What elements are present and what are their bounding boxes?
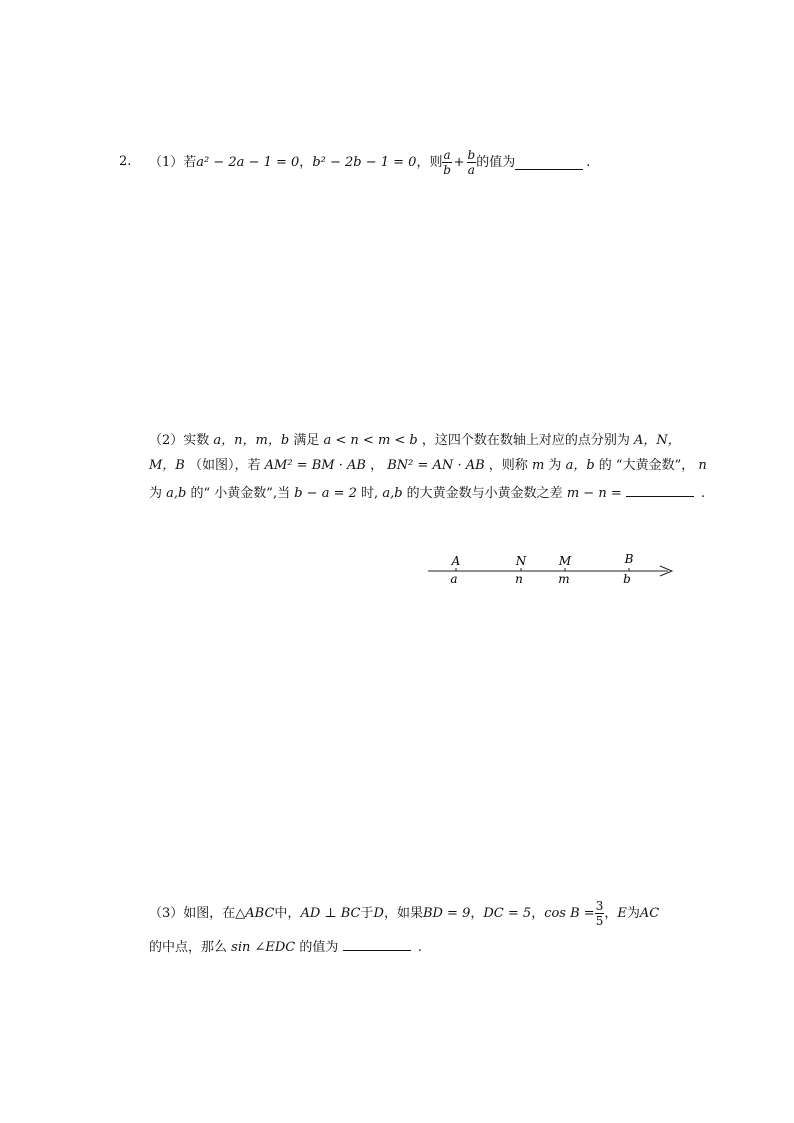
part3-frac-numerator: 3 — [595, 898, 604, 913]
part3-line1-AC: AC — [639, 905, 660, 921]
part2-line3-d: 的大黄金数与小黄金数之差 — [406, 486, 563, 501]
part2-line2-d: 的 “大黄金数”， — [598, 458, 695, 473]
part2-line1-points: A，N， — [634, 433, 681, 448]
part3-line1-sep2: ， — [531, 905, 545, 921]
part2-line3-a: 为 — [149, 486, 163, 501]
label-a: a — [450, 572, 458, 586]
part1-fraction-a-over-b — [442, 149, 451, 176]
part2-line1-b: 满足 — [293, 433, 320, 448]
part3-line1-e: ， — [604, 905, 618, 921]
part2-line1-c: ，这四个数在数轴上对应的点分别为 — [421, 433, 630, 448]
part2-line2-sep: ， — [370, 458, 384, 473]
part2-line3-ab: a,b — [166, 486, 187, 501]
part3-line1-c: 于 — [360, 905, 374, 921]
part2-line1 — [149, 434, 681, 447]
part3-line1-D: D — [373, 905, 384, 921]
part3-line1-bd: BD = 9 — [422, 905, 471, 921]
part2-line2-points: M，B — [149, 458, 185, 473]
part2-line2-eq1: AM² = BM · AB — [264, 458, 366, 473]
part2-line1-vars: a，n，m，b — [213, 433, 290, 448]
label-M: M — [558, 554, 572, 568]
part2-line2-b: ，则称 — [488, 458, 528, 473]
part1-frac2-numerator: b — [467, 147, 476, 162]
part1-line — [149, 145, 590, 179]
part1-sep2: ，则 — [416, 154, 443, 170]
part2-line2-eq2: BN² = AN · AB — [387, 458, 485, 473]
part2-end: . — [701, 486, 706, 501]
part2-line1-a: （2）实数 — [149, 433, 210, 448]
part3-line1-dc: DC = 5 — [483, 905, 532, 921]
part3-line1-triangle: △ABC — [235, 905, 275, 921]
part3-line2 — [149, 938, 422, 954]
part2-line2-c: 为 — [548, 458, 562, 473]
part3-fraction-3-over-5 — [595, 900, 605, 927]
part1-frac1-numerator: a — [443, 147, 451, 162]
part1-label: （1） — [149, 154, 184, 170]
part3-line1-sep1: ， — [470, 905, 484, 921]
part2-line3-b: 的“ 小黄金数”,当 — [190, 486, 291, 501]
label-N: N — [515, 554, 527, 568]
part3-line2-b: 的值为 — [299, 940, 339, 955]
part3-end: . — [417, 940, 422, 955]
label-B: B — [624, 552, 634, 566]
problem-number: 2. — [119, 154, 132, 169]
part3-frac-denominator: 5 — [595, 913, 604, 928]
part2-line2-m: m — [531, 458, 545, 473]
part3-line1-f: 为 — [626, 905, 640, 921]
label-A: A — [451, 554, 461, 568]
part3-answer-blank[interactable] — [343, 938, 411, 951]
part2-line3-eq2: m − n = — [566, 486, 622, 501]
part2-line3-ab2: a,b — [382, 486, 403, 501]
part1-frac2-denominator: a — [467, 162, 475, 177]
part1-end: . — [586, 154, 591, 170]
part2-line1-ineq: a < n < m < b — [323, 433, 418, 448]
part3-line1-a: （3）如图，在 — [149, 905, 236, 921]
part2-line3-eq: b − a = 2 — [294, 486, 357, 501]
part1-eq1: a² − 2a − 1 = 0 — [196, 154, 300, 170]
part1-plus: + — [453, 154, 465, 170]
part1-text-post: 的值为 — [476, 154, 516, 170]
part1-sep1: ， — [299, 154, 313, 170]
part3-line1-b: 中， — [274, 905, 301, 921]
part2-line2-a: （如图），若 — [189, 458, 261, 473]
label-b: b — [623, 572, 631, 586]
part1-answer-blank[interactable] — [515, 155, 583, 170]
label-m: m — [558, 572, 570, 586]
part2-line3 — [149, 484, 705, 500]
part3-line1-E: E — [617, 905, 627, 921]
number-line-figure — [420, 550, 685, 590]
part3-line2-a: 的中点，那么 — [149, 940, 228, 955]
part1-fraction-b-over-a — [467, 149, 477, 176]
part2-answer-blank[interactable] — [626, 484, 694, 497]
part3-line1-d: ，如果 — [383, 905, 423, 921]
part1-frac1-denominator: b — [443, 162, 451, 177]
label-n: n — [515, 572, 523, 586]
part3-line2-sin: sin ∠EDC — [231, 940, 296, 955]
part2-line2 — [149, 459, 707, 472]
part3-line1-cos: cos B = — [544, 905, 595, 921]
part1-eq2: b² − 2b − 1 = 0 — [312, 154, 417, 170]
part2-line2-n: n — [698, 458, 707, 473]
part2-line2-ab: a，b — [565, 458, 595, 473]
part3-line1-perp: AD ⊥ BC — [300, 905, 361, 921]
part1-text-pre: 若 — [183, 154, 197, 170]
part2-line3-c: 时, — [361, 486, 379, 501]
part3-line1 — [149, 893, 659, 933]
